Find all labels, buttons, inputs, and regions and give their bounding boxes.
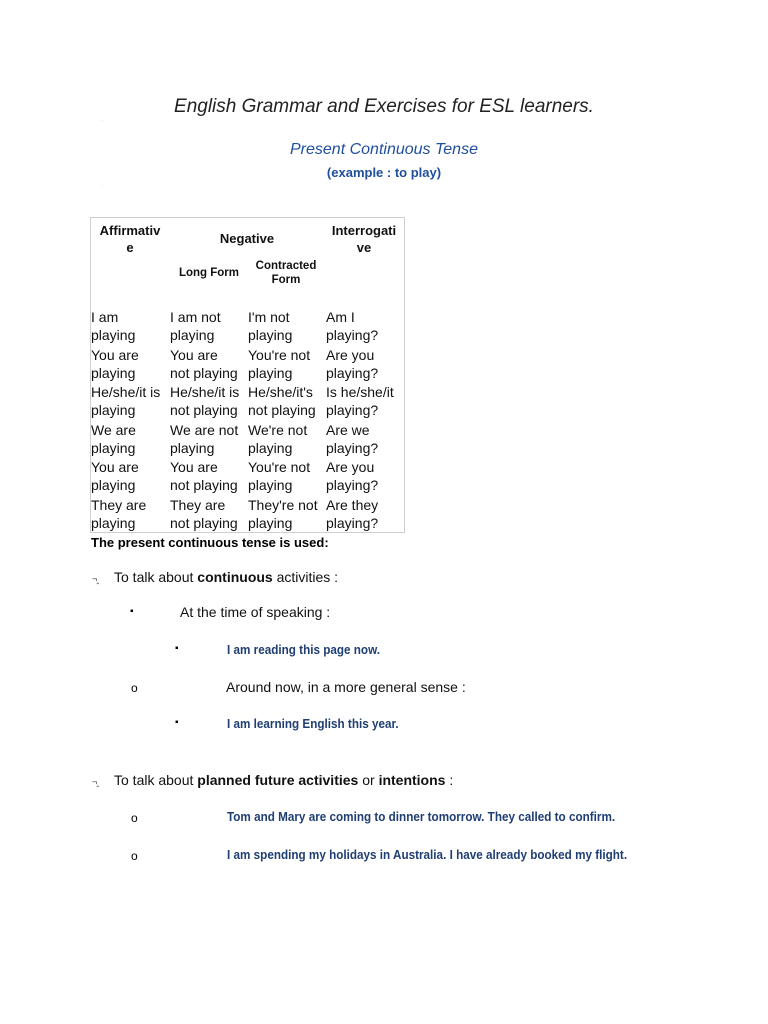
table-cell-line: I am not — [170, 309, 221, 325]
table-cell — [170, 496, 238, 532]
table-cell-line: You are — [91, 459, 139, 476]
table-cell — [170, 308, 221, 344]
table-cell — [248, 458, 310, 494]
square-bullet-icon: ▪ — [175, 643, 179, 654]
table-cell — [248, 383, 316, 419]
table-cell-line: playing — [248, 439, 293, 456]
conjugation-table — [90, 217, 405, 533]
table-cell-line: playing? — [326, 364, 379, 381]
header-long-form: Long Form — [178, 267, 240, 279]
table-cell — [170, 383, 239, 419]
table-cell-line: Is he/she/it — [326, 384, 394, 401]
table-cell — [326, 496, 378, 532]
table-cell-line: We are — [91, 421, 136, 438]
table-cell — [170, 421, 238, 457]
table-cell — [326, 458, 378, 494]
arrow-bullet-icon: ¬‸ — [92, 574, 99, 584]
lesson-example: (example : to play) — [326, 165, 442, 180]
table-cell-line: not playing — [170, 364, 238, 381]
table-cell-line: playing — [248, 327, 293, 343]
table-cell — [326, 421, 378, 457]
table-cell — [326, 346, 378, 382]
table-cell-line: playing? — [326, 327, 379, 343]
table-cell-line: Are we — [326, 421, 370, 438]
table-cell-line: playing — [248, 364, 293, 381]
usage-speaking: At the time of speaking : — [180, 604, 331, 620]
table-cell-line: not playing — [170, 402, 238, 419]
table-cell-line: We are not — [170, 421, 239, 438]
table-cell — [91, 496, 146, 532]
table-cell-line: He/she/it's — [248, 384, 313, 401]
usage-general: Around now, in a more general sense : — [226, 679, 466, 695]
table-cell — [248, 421, 307, 457]
table-cell — [326, 308, 378, 344]
table-cell-line: not playing — [248, 402, 316, 419]
table-cell-line: playing — [91, 477, 136, 494]
table-cell-line: I am — [91, 309, 119, 325]
square-bullet-icon: ▪ — [175, 717, 179, 728]
table-cell-line: playing — [91, 515, 136, 531]
header-affirmative: Affirmativ e — [99, 223, 161, 255]
table-cell — [91, 421, 136, 457]
table-cell-line: playing? — [326, 439, 379, 456]
table-cell-line: You're not — [248, 346, 311, 363]
table-cell-line: not playing — [170, 515, 238, 531]
usage-heading: The present continuous tense is used: — [91, 535, 329, 550]
table-cell-line: You're not — [248, 459, 311, 476]
decorative-dot: · — [101, 183, 103, 189]
table-cell-line: Am I — [326, 309, 355, 325]
table-cell-line: They are — [170, 497, 226, 513]
table-cell — [248, 308, 292, 344]
table-cell — [326, 383, 394, 419]
table-cell-line: They're not — [248, 497, 318, 513]
table-cell-line: playing — [170, 327, 215, 343]
table-cell — [91, 346, 139, 382]
table-cell-line: You are — [91, 346, 139, 363]
table-cell-line: playing — [170, 439, 215, 456]
table-cell-line: not playing — [170, 477, 238, 494]
table-cell-line: playing — [248, 477, 293, 494]
example-sentence: I am learning English this year. — [227, 716, 399, 731]
table-cell-line: playing? — [326, 477, 379, 494]
table-cell-line: They are — [91, 497, 147, 513]
table-cell-line: You are — [170, 459, 218, 476]
table-cell-line: We're not — [248, 421, 308, 438]
table-cell-line: He/she/it is — [170, 384, 240, 401]
lesson-title: Present Continuous Tense — [290, 141, 478, 158]
example-sentence: Tom and Mary are coming to dinner tomorrow. They called to confirm. — [227, 809, 616, 824]
table-cell-line: Are they — [326, 497, 379, 513]
table-cell — [170, 458, 238, 494]
example-sentence: I am reading this page now. — [227, 642, 380, 657]
table-cell — [91, 383, 160, 419]
square-bullet-icon: ▪ — [130, 606, 134, 617]
arrow-bullet-icon: ¬‸ — [92, 777, 99, 787]
table-cell-line: playing? — [326, 515, 379, 531]
usage-continuous: To talk about continuous activities : — [114, 569, 339, 585]
table-cell-line: Are you — [326, 346, 375, 363]
example-sentence: I am spending my holidays in Australia. I have already booked my flight. — [227, 847, 628, 862]
circle-bullet-icon: o — [131, 811, 138, 825]
table-cell-line: playing — [91, 364, 136, 381]
header-interrogative: Interrogati ve — [331, 223, 397, 255]
table-cell-line: playing — [91, 327, 136, 343]
table-cell-line: playing — [248, 515, 293, 531]
circle-bullet-icon: o — [131, 681, 138, 695]
circle-bullet-icon: o — [131, 849, 138, 863]
table-cell-line: playing — [91, 439, 136, 456]
table-cell-line: I'm not — [248, 309, 290, 325]
table-cell — [91, 458, 139, 494]
table-cell-line: You are — [170, 346, 218, 363]
table-cell-line: playing? — [326, 402, 379, 419]
page-title: English Grammar and Exercises for ESL learners. — [174, 96, 594, 117]
table-cell — [170, 346, 238, 382]
table-cell — [248, 496, 318, 532]
table-cell — [248, 346, 310, 382]
table-cell-line: Are you — [326, 459, 375, 476]
table-cell-line: He/she/it is — [91, 384, 161, 401]
header-negative: Negative — [219, 231, 275, 246]
usage-future: To talk about planned future activities or intentions : — [114, 772, 454, 788]
table-cell — [91, 308, 135, 344]
header-contracted-form: Contracted Form — [255, 260, 317, 286]
table-cell-line: playing — [91, 402, 136, 419]
decorative-dot: · — [101, 118, 103, 124]
